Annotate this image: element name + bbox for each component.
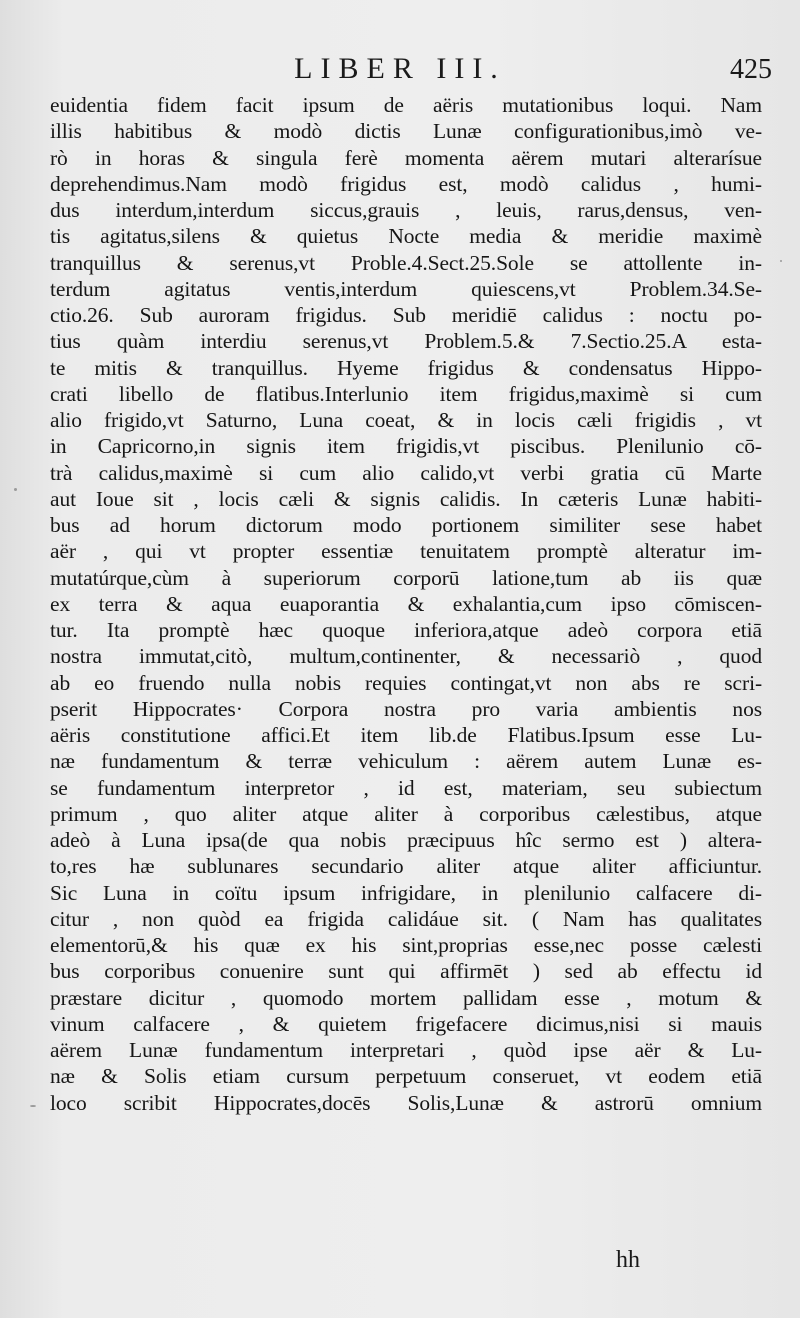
text-line: elementorū,& his quæ ex his sint,proprias esse,nec posse cælesti [50, 933, 762, 957]
text-line: citur , non quòd ea frigida calidáue sit. ( Nam has qualitates [50, 906, 762, 931]
text-line: terdum agitatus ventis,interdum quiescens,vt Problem.34.Se- [50, 276, 762, 301]
text-line: loco scribit Hippocrates,docēs Solis,Lunæ & astrorū omnium [50, 1090, 762, 1115]
text-line: crati libello de flatibus.Interlunio item frigidus,maximè si cum [50, 381, 762, 406]
text-line: alio frigido,vt Saturno, Luna coeat, & in locis cæli frigidis , vt [50, 408, 762, 432]
text-line: deprehendimus.Nam modò frigidus est, modò calidus , humi- [50, 171, 762, 196]
text-line: te mitis & tranquillus. Hyeme frigidus & condensatus Hippo- [50, 355, 762, 380]
text-line: aërem Lunæ fundamentum interpretari , quòd ipse aër & Lu- [50, 1038, 762, 1062]
text-line: tis agitatus,silens & quietus Nocte media & meridie maximè [50, 224, 762, 249]
text-line: vinum calfacere , & quietem frigefacere dicimus,nisi si mauis [50, 1011, 762, 1036]
text-line: tranquillus & serenus,vt Proble.4.Sect.25.Sole se attollente in- [50, 250, 762, 275]
text-line: aër , qui vt propter essentiæ tenuitatem promptè alteratur im- [50, 539, 762, 564]
ink-speck [780, 260, 782, 262]
text-line: mutatúrque,cùm à superiorum corporū latione,tum ab iis quæ [50, 565, 762, 590]
text-line: to,res hæ sublunares secundario aliter atque aliter afficiuntur. [50, 854, 762, 879]
ink-speck [14, 488, 17, 491]
text-line: aëris constitutione affici.Et item lib.de Flatibus.Ipsum esse Lu- [50, 723, 762, 747]
body-text [50, 92, 762, 1116]
text-line: Sic Luna in coïtu ipsum infrigidare, in plenilunio calfacere di- [50, 880, 762, 905]
text-line: nostra immutat,citò, multum,continenter, & necessariò , quod [50, 644, 762, 669]
text-line: dus interdum,interdum siccus,grauis , leuis, rarus,densus, ven- [50, 198, 762, 222]
text-line: bus corporibus conuenire sunt qui affirmēt ) sed ab effectu id [50, 959, 762, 984]
text-line: ctio.26. Sub auroram frigidus. Sub meridiē calidus : noctu po- [50, 303, 762, 327]
text-line: trà calidus,maximè si cum alio calido,vt verbi gratia cū Marte [50, 460, 762, 485]
text-line: pserit Hippocrates· Corpora nostra pro varia ambientis nos [50, 696, 762, 721]
text-line: se fundamentum interpretor , id est, materiam, seu subiectum [50, 775, 762, 800]
text-line: in Capricorno,in signis item frigidis,vt piscibus. Plenilunio cō- [50, 434, 762, 459]
text-line: adeò à Luna ipsa(de qua nobis præcipuus hîc sermo est ) altera- [50, 828, 762, 852]
text-line: rò in horas & singula ferè momenta aërem mutari alterarísue [50, 145, 762, 170]
page-header [0, 52, 800, 92]
ink-speck [30, 1105, 36, 1107]
text-line: euidentia fidem facit ipsum de aëris mutationibus loqui. Nam [50, 93, 762, 117]
page-number: 425 [730, 54, 772, 85]
text-line: næ fundamentum & terræ vehiculum : aërem autem Lunæ es- [50, 749, 762, 774]
text-line: primum , quo aliter atque aliter à corporibus cælestibus, atque [50, 801, 762, 826]
running-head: LIBER III. [294, 52, 506, 85]
text-line: tur. Ita promptè hæc quoque inferiora,atque adeò corpora etiā [50, 618, 762, 642]
text-line: tius quàm interdiu serenus,vt Problem.5.& 7.Sectio.25.A esta- [50, 329, 762, 354]
text-line: ex terra & aqua euaporantia & exhalantia,cum ipso cōmiscen- [50, 591, 762, 616]
catchword: hh [616, 1247, 640, 1273]
text-line: illis habitibus & modò dictis Lunæ configurationibus,imò ve- [50, 119, 762, 144]
text-line: præstare dicitur , quomodo mortem pallidam esse , motum & [50, 985, 762, 1010]
text-line: næ & Solis etiam cursum perpetuum conseruet, vt eodem etiā [50, 1064, 762, 1089]
text-line: bus ad horum dictorum modo portionem similiter sese habet [50, 513, 762, 537]
text-line: aut Ioue sit , locis cæli & signis calidis. In cæteris Lunæ habiti- [50, 486, 762, 511]
text-line: ab eo fruendo nulla nobis requies contingat,vt non abs re scri- [50, 670, 762, 695]
